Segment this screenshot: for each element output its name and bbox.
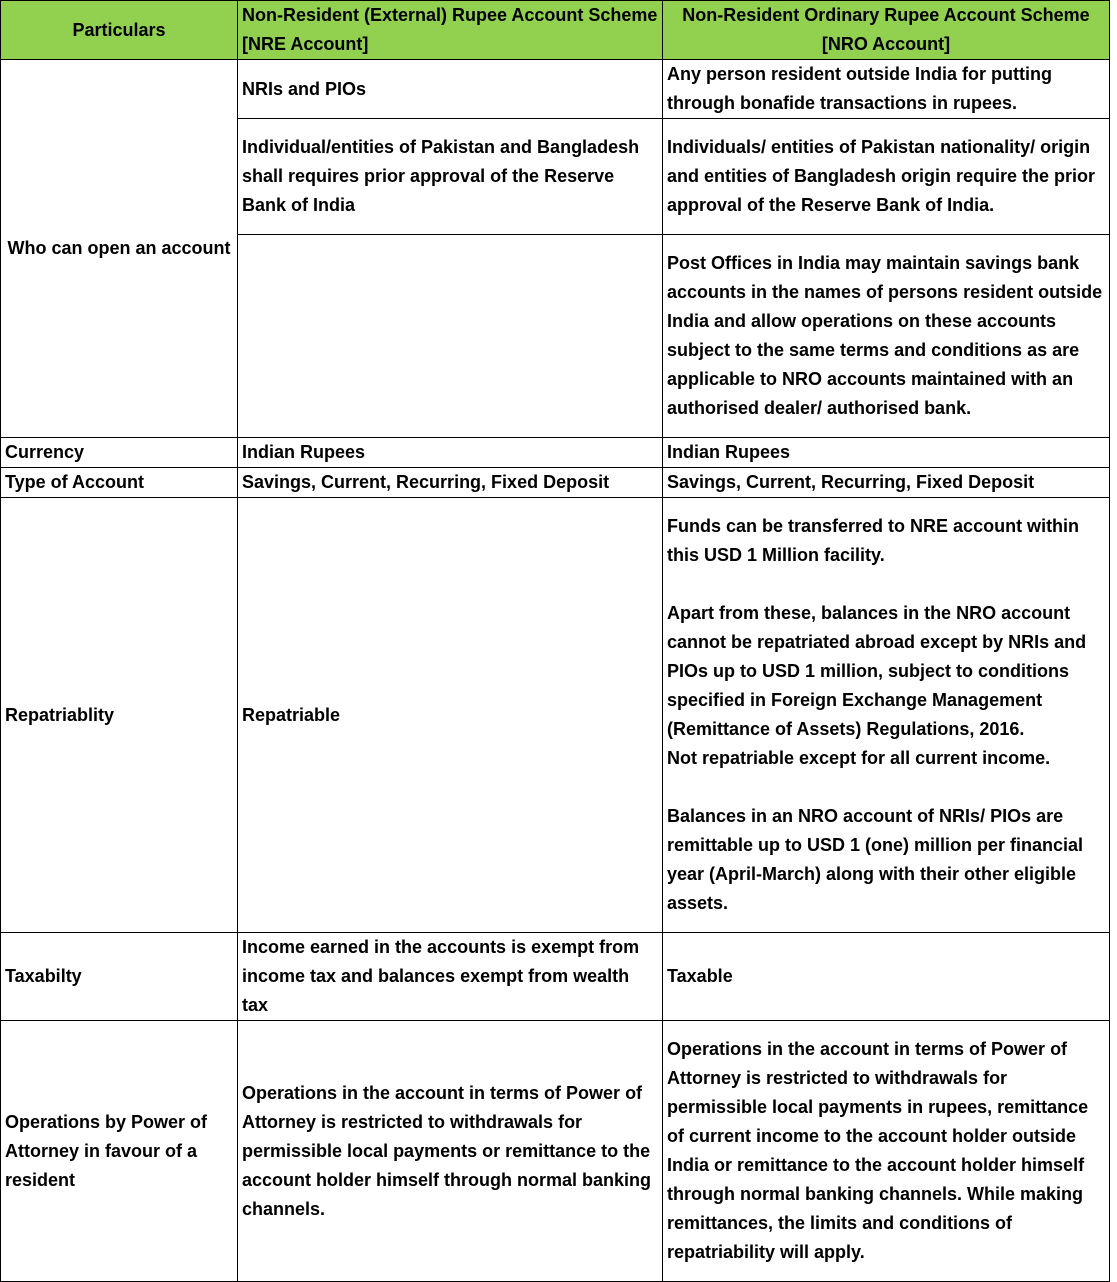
cell-nre-empty: [238, 235, 663, 438]
row-label-currency: Currency: [1, 438, 238, 468]
table-row: [1, 60, 1110, 119]
cell-nre: Income earned in the accounts is exempt from income tax and balances exempt from wealth tax: [238, 933, 663, 1021]
cell-nro: Funds can be transferred to NRE account within this USD 1 Million facility. Apart from these, balances in the NRO account cannot be repatriated abroad except by NRIs and PIOs up to USD 1 million, subject to conditions specified in Foreign Exchange Management (Remittance of Assets) Regulations, 2016. Not repatriable except for all current income. Balances in an NRO account of NRIs/ PIOs are remittable up to USD 1 (one) million per financial year (April-March) along with their other eligible assets.: [663, 498, 1110, 933]
cell-nro: Taxable: [663, 933, 1110, 1021]
row-label-type-of-account: Type of Account: [1, 468, 238, 498]
cell-nro: Savings, Current, Recurring, Fixed Deposit: [663, 468, 1110, 498]
table-row: [1, 1021, 1110, 1282]
header-particulars: Particulars: [1, 1, 238, 60]
row-label-who-can-open: Who can open an account: [1, 60, 238, 438]
header-nre: Non-Resident (External) Rupee Account Scheme [NRE Account]: [238, 1, 663, 60]
table-row: [1, 438, 1110, 468]
header-row: [1, 1, 1110, 60]
table-row: [1, 468, 1110, 498]
cell-nro: Operations in the account in terms of Power of Attorney is restricted to withdrawals for permissible local payments in rupees, remittance of current income to the account holder outside India or remittance to the account holder himself through normal banking channels. While making remittances, the limits and conditions of repatriability will apply.: [663, 1021, 1110, 1282]
cell-nre: Indian Rupees: [238, 438, 663, 468]
cell-nre: NRIs and PIOs: [238, 60, 663, 119]
table-row: [1, 933, 1110, 1021]
cell-nre: Savings, Current, Recurring, Fixed Deposit: [238, 468, 663, 498]
header-nro: Non-Resident Ordinary Rupee Account Scheme [NRO Account]: [663, 1, 1110, 60]
cell-nro: Indian Rupees: [663, 438, 1110, 468]
cell-nre: Individual/entities of Pakistan and Bangladesh shall requires prior approval of the Reserve Bank of India: [238, 119, 663, 235]
cell-nre: Repatriable: [238, 498, 663, 933]
cell-nro: Post Offices in India may maintain savings bank accounts in the names of persons resident outside India and allow operations on these accounts subject to the same terms and conditions as are applicable to NRO accounts maintained with an authorised dealer/ authorised bank.: [663, 235, 1110, 438]
row-label-repatriability: Repatriablity: [1, 498, 238, 933]
cell-nro: Any person resident outside India for putting through bonafide transactions in rupees.: [663, 60, 1110, 119]
cell-nre: Operations in the account in terms of Power of Attorney is restricted to withdrawals for permissible local payments or remittance to the account holder himself through normal banking channels.: [238, 1021, 663, 1282]
table-row: [1, 498, 1110, 933]
row-label-power-of-attorney: Operations by Power of Attorney in favour of a resident: [1, 1021, 238, 1282]
row-label-taxability: Taxabilty: [1, 933, 238, 1021]
cell-nro: Individuals/ entities of Pakistan nationality/ origin and entities of Bangladesh origin require the prior approval of the Reserve Bank of India.: [663, 119, 1110, 235]
